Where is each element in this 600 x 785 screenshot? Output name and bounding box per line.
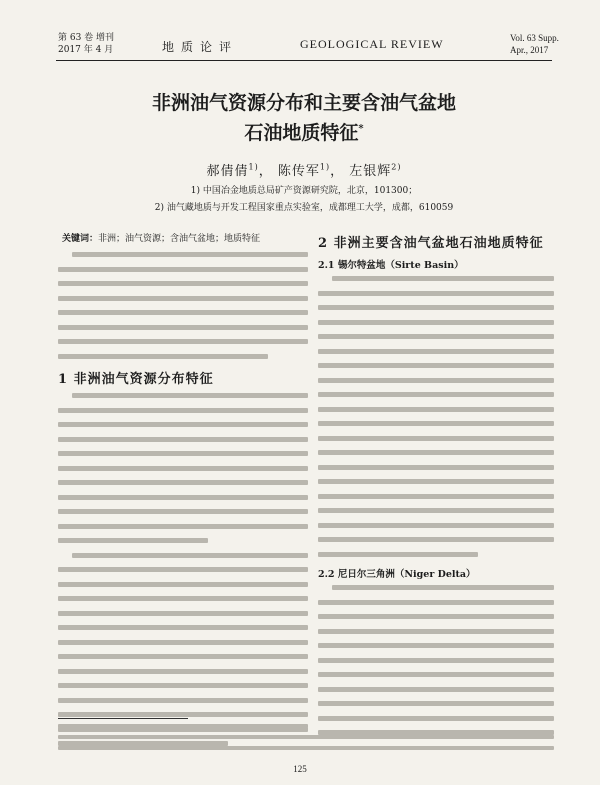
footnotes — [58, 724, 554, 757]
text-line — [58, 611, 308, 616]
text-line — [332, 585, 554, 590]
text-line — [318, 450, 554, 455]
volume-info-left — [58, 32, 114, 56]
text-line — [318, 643, 554, 648]
text-line — [318, 421, 554, 426]
title-footnote-mark: * — [358, 123, 364, 135]
footnote-rule — [58, 718, 188, 719]
text-line — [318, 614, 554, 619]
text-line — [72, 553, 308, 558]
section-heading-2: 2 非洲主要含油气盆地石油地质特征 — [318, 236, 544, 251]
text-line — [332, 276, 554, 281]
volume-issue-en: Vol. 63 Supp. — [510, 33, 559, 43]
text-line — [58, 538, 208, 543]
journal-name-en: GEOLOGICAL REVIEW — [300, 37, 444, 51]
text-line — [72, 252, 308, 257]
text-line — [58, 408, 308, 413]
text-line — [58, 466, 308, 471]
affiliation-1: 1) 中国冶金地质总局矿产资源研究院，北京，101300； — [190, 186, 418, 196]
text-line — [318, 494, 554, 499]
text-line — [58, 582, 308, 587]
text-line — [318, 436, 554, 441]
text-line — [318, 407, 554, 412]
text-line — [58, 683, 308, 688]
text-line — [318, 701, 554, 706]
paper-title-line-2 — [56, 118, 552, 145]
keywords-label: 关键词： — [62, 234, 99, 244]
author-3: 左银辉 — [349, 164, 392, 179]
author-1: 郝倩倩 — [206, 164, 249, 179]
text-line — [318, 363, 554, 368]
text-line — [318, 349, 554, 354]
text-line — [58, 567, 308, 572]
text-line — [318, 658, 554, 663]
text-line — [318, 672, 554, 677]
text-line — [58, 325, 308, 330]
journal-name-cn: 地质论评 — [162, 40, 239, 54]
text-line — [58, 640, 308, 645]
text-line — [58, 451, 308, 456]
volume-info-right — [510, 32, 559, 56]
text-line — [58, 669, 308, 674]
text-line — [318, 378, 554, 383]
left-column — [58, 232, 308, 756]
text-line — [318, 508, 554, 513]
text-line — [58, 281, 308, 286]
text-line — [318, 392, 554, 397]
text-line — [318, 291, 554, 296]
text-line — [58, 698, 308, 703]
text-line — [318, 687, 554, 692]
footnote-line — [58, 724, 308, 728]
text-line — [318, 716, 554, 721]
author-sep: ， — [258, 164, 273, 179]
text-line — [318, 334, 554, 339]
affiliation-2: 2) 油气藏地质与开发工程国家重点实验室，成都理工大学，成都，610059 — [154, 203, 454, 213]
header-rule — [56, 60, 552, 61]
paper-title-line-1: 非洲油气资源分布和主要含油气盆地 — [151, 92, 456, 114]
right-column — [318, 232, 554, 745]
author-2: 陈传军 — [277, 164, 320, 179]
author-2-affil: 1) — [319, 162, 331, 172]
author-line — [56, 160, 552, 179]
text-line — [58, 267, 308, 272]
text-line — [318, 465, 554, 470]
text-line — [58, 354, 268, 359]
text-line — [72, 393, 308, 398]
text-line — [318, 523, 554, 528]
volume-issue-cn: 第 63 卷 增刊 — [58, 33, 115, 43]
keywords-text: 非洲；油气资源；含油气盆地；地质特征 — [98, 234, 261, 244]
text-line — [318, 305, 554, 310]
keywords — [62, 232, 308, 246]
date-cn: 2017 年 4 月 — [58, 45, 114, 55]
text-line — [58, 654, 308, 659]
author-1-affil: 1) — [248, 162, 259, 172]
text-line — [58, 495, 308, 500]
text-line — [58, 310, 308, 315]
text-line — [318, 479, 554, 484]
text-line — [318, 552, 478, 557]
date-en: Apr., 2017 — [510, 45, 549, 55]
subsection-heading-2-1: 2.1 锡尔特盆地（Sirte Basin） — [318, 260, 464, 271]
text-line — [58, 596, 308, 601]
text-line — [58, 509, 308, 514]
section-heading-1: 1 非洲油气资源分布特征 — [58, 372, 214, 387]
text-line — [58, 712, 308, 717]
text-line — [58, 296, 308, 301]
text-line — [58, 625, 308, 630]
text-line — [58, 339, 308, 344]
paper-title-text: 石油地质特征 — [244, 122, 359, 144]
text-line — [58, 437, 308, 442]
page-number: 125 — [293, 764, 307, 774]
text-line — [318, 320, 554, 325]
footnote-line — [58, 746, 554, 750]
journal-header — [0, 0, 600, 72]
author-3-affil: 2) — [391, 162, 402, 172]
text-line — [58, 480, 308, 485]
subsection-heading-2-2: 2.2 尼日尔三角洲（Niger Delta） — [318, 569, 476, 580]
text-line — [318, 537, 554, 542]
text-line — [318, 629, 554, 634]
text-line — [58, 422, 308, 427]
footnote-line — [58, 735, 554, 739]
text-line — [58, 524, 308, 529]
text-line — [318, 600, 554, 605]
author-sep: ， — [330, 164, 345, 179]
